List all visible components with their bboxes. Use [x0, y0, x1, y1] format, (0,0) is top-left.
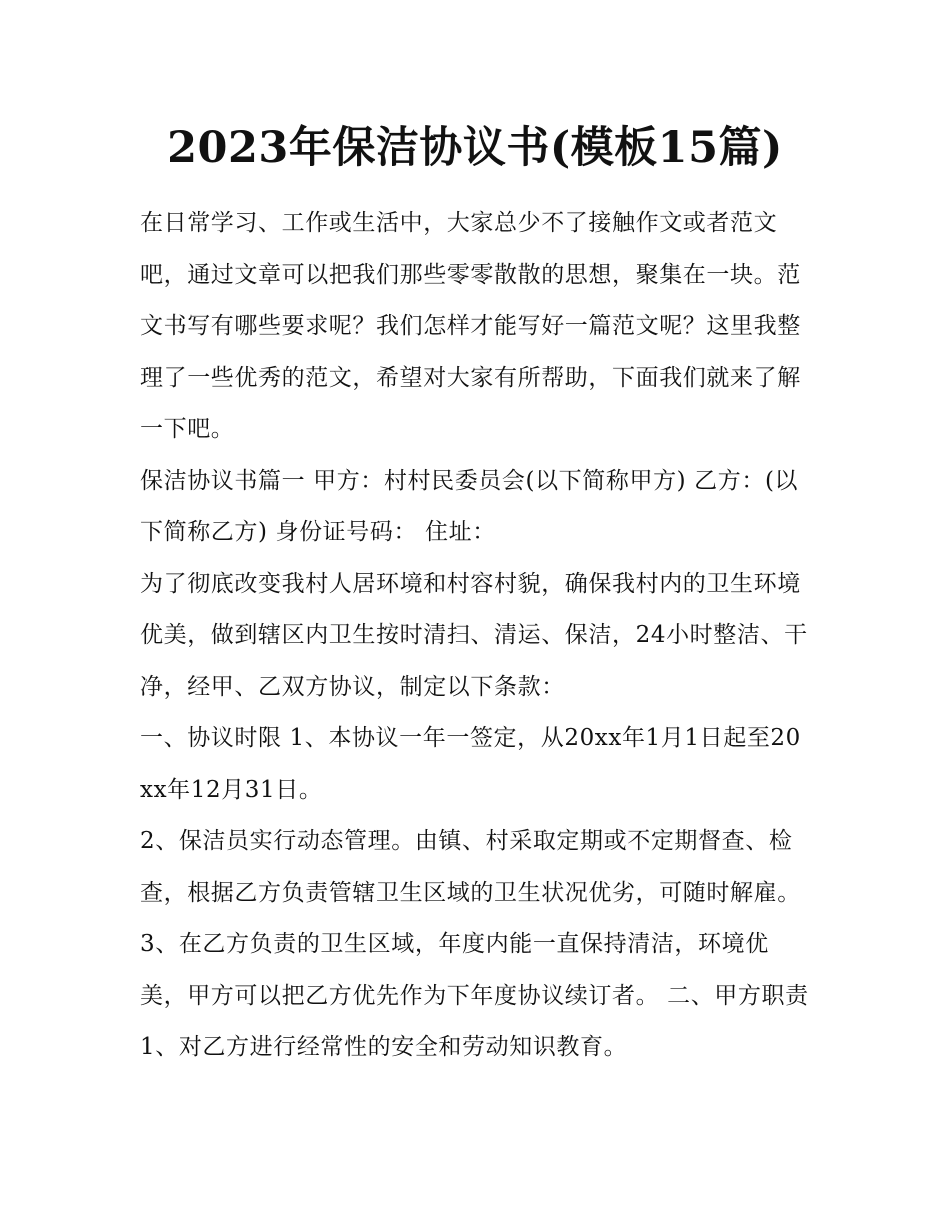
- document-title: 2023年保洁协议书(模板15篇): [167, 123, 783, 173]
- parties-paragraph: 保洁协议书篇一 甲方：村村民委员会(以下简称甲方) 乙方：(以下简称乙方) 身份证号码： 住址：: [140, 467, 799, 545]
- renewal-paragraph: 3、在乙方负责的卫生区域，年度内能一直保持清洁，环境优美，甲方可以把乙方优先作为下年度协议续订者。 二、甲方职责 1、对乙方进行经常性的安全和劳动知识教育。: [140, 931, 809, 1060]
- term-paragraph: 一、协议时限 1、本协议一年一签定，从20xx年1月1日起至20xx年12月31日。: [140, 725, 801, 803]
- document-body: [140, 198, 810, 1074]
- intro-paragraph: 在日常学习、工作或生活中，大家总少不了接触作文或者范文吧，通过文章可以把我们那些零零散散的思想，聚集在一块。范文书写有哪些要求呢？我们怎样才能写好一篇范文呢？这里我整理了一些优秀的范文，希望对大家有所帮助，下面我们就来了解一下吧。: [140, 210, 801, 442]
- purpose-paragraph: 为了彻底改变我村人居环境和村容村貌，确保我村内的卫生环境优美，做到辖区内卫生按时清扫、清运、保洁，24小时整洁、干净，经甲、乙双方协议，制定以下条款：: [140, 570, 808, 700]
- management-paragraph: 2、保洁员实行动态管理。由镇、村采取定期或不定期督查、检查，根据乙方负责管辖卫生区域的卫生状况优劣，可随时解雇。: [140, 828, 801, 906]
